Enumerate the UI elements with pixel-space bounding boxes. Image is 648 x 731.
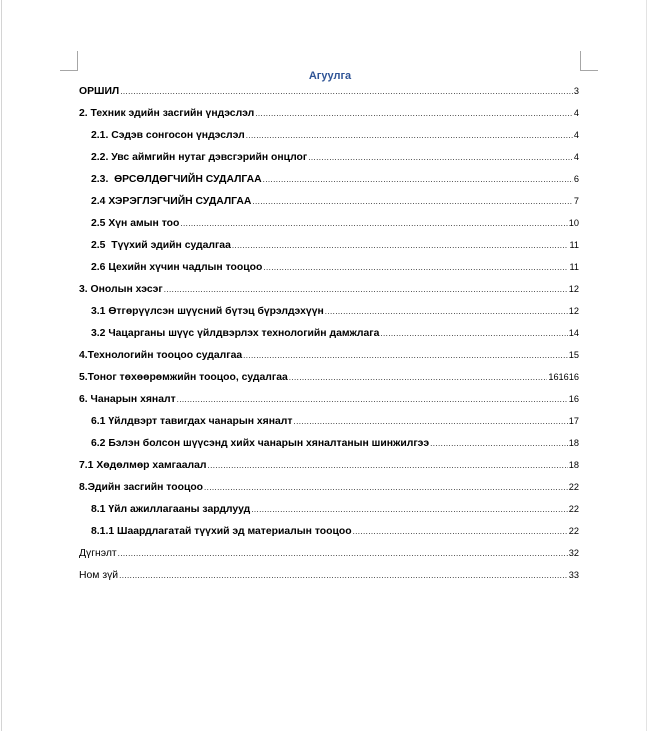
toc-entry-page: 4 [573, 108, 579, 118]
dot-leader [177, 395, 568, 404]
dot-leader [255, 109, 573, 118]
toc-entry-page: 4 [573, 152, 579, 162]
toc-entry-label: 2. Техник эдийн засгийн үндэслэл [79, 108, 255, 119]
toc-entry-section-5[interactable] [79, 372, 579, 388]
dot-leader [251, 505, 567, 514]
toc-entry-label: Дүгнэлт [79, 548, 117, 559]
dot-leader [204, 483, 568, 492]
crop-mark-top-right-vertical [580, 51, 581, 70]
toc-entry-page: 11 [569, 262, 579, 272]
toc-entry-label: 6.2 Бэлэн болсон шүүсэнд хийх чанарын хяналтанын шинжилгээ [91, 438, 430, 449]
toc-entry-label: ОРШИЛ [79, 86, 120, 97]
toc-entry-label: 2.1. Сэдэв сонгосон үндэслэл [91, 130, 245, 141]
toc-entry-section-6[interactable] [79, 394, 579, 410]
dot-leader [243, 351, 568, 360]
dot-leader [120, 87, 573, 96]
toc-entry-page: 22 [568, 482, 579, 492]
toc-entry-page: 18 [568, 438, 579, 448]
toc-entry-section-4[interactable] [79, 350, 579, 366]
toc-entry-section-2-5b[interactable] [91, 240, 579, 256]
toc-entry-label: 6. Чанарын хяналт [79, 394, 176, 405]
toc-entry-page: 14 [568, 328, 579, 338]
dot-leader [119, 571, 568, 580]
toc-entry-section-2[interactable] [79, 108, 579, 124]
toc-entry-page: 161616 [548, 372, 579, 382]
toc-entry-page: 32 [568, 548, 579, 558]
dot-leader [263, 175, 573, 184]
toc-entry-section-8[interactable] [79, 482, 579, 498]
toc-entry-page: 12 [568, 306, 579, 316]
toc-entry-label: 4.Технологийн тооцоо судалгаа [79, 350, 243, 361]
toc-entry-section-2-5[interactable] [91, 218, 579, 234]
toc-entry-label: 7.1 Хөдөлмөр хамгаалал [79, 460, 207, 471]
toc-entry-section-2-1[interactable] [91, 130, 579, 146]
toc-entry-page: 22 [568, 504, 579, 514]
toc-entry-label: Ном зүй [79, 570, 119, 581]
dot-leader [380, 329, 567, 338]
dot-leader [308, 153, 573, 162]
toc-entry-label: 8.1 Үйл ажиллагааны зардлууд [91, 504, 251, 515]
toc-entry-section-3-1[interactable] [91, 306, 579, 322]
toc-entry-label: 3. Онолын хэсэг [79, 284, 163, 295]
toc-entry-section-3[interactable] [79, 284, 579, 300]
toc-entry-section-3-2[interactable] [91, 328, 579, 344]
toc-entry-bibliography[interactable] [79, 570, 579, 586]
toc-entry-label: 2.6 Цехийн хүчин чадлын тооцоо [91, 262, 263, 273]
toc-entry-page: 33 [568, 570, 579, 580]
toc-entry-label: 3.2 Чацарганы шүүс үйлдвэрлэх технологийн дамжлага [91, 328, 380, 339]
toc-entry-page: 22 [568, 526, 579, 536]
toc-entry-section-6-2[interactable] [91, 438, 579, 454]
toc-entry-label: 8.1.1 Шаардлагатай түүхий эд материалын тооцоо [91, 526, 352, 537]
toc-entry-section-2-3[interactable] [91, 174, 579, 190]
toc-entry-section-8-1-1[interactable] [91, 526, 579, 542]
toc-entry-page: 18 [568, 460, 579, 470]
toc-entry-label: 6.1 Үйлдвэрт тавигдах чанарын хяналт [91, 416, 293, 427]
toc-entry-conclusion[interactable] [79, 548, 579, 564]
dot-leader [289, 373, 548, 382]
toc-entry-page: 16 [568, 394, 579, 404]
toc-entry-page: 15 [568, 350, 579, 360]
dot-leader [180, 219, 567, 228]
toc-entry-label: 5.Тоног төхөөрөмжийн тооцоо, судалгаа [79, 372, 288, 383]
dot-leader [118, 549, 568, 558]
page-right-edge [646, 0, 647, 731]
dot-leader [164, 285, 568, 294]
dot-leader [263, 263, 568, 272]
toc-entry-page: 6 [573, 174, 579, 184]
toc-entry-section-7-1[interactable] [79, 460, 579, 476]
toc-entry-page: 10 [568, 218, 579, 228]
toc-entry-section-2-6[interactable] [91, 262, 579, 278]
toc-entry-label: 3.1 Өтгөрүүлсэн шүүсний бүтэц бүрэлдэхүүн [91, 306, 324, 317]
page-left-edge [1, 0, 2, 731]
toc-entry-label: 2.4 ХЭРЭГЛЭГЧИЙН СУДАЛГАА [91, 196, 252, 207]
toc-entry-page: 12 [568, 284, 579, 294]
toc-entry-label: 2.5 Түүхий эдийн судалгаа [91, 240, 231, 251]
toc-entry-section-2-4[interactable] [91, 196, 579, 212]
dot-leader [293, 417, 567, 426]
toc-entry-section-8-1[interactable] [91, 504, 579, 520]
toc-entry-page: 17 [568, 416, 579, 426]
toc-entry-label: 2.3. ӨРСӨЛДӨГЧИЙН СУДАЛГАА [91, 174, 262, 185]
dot-leader [252, 197, 572, 206]
dot-leader [325, 307, 568, 316]
toc-entry-section-2-2[interactable] [91, 152, 579, 168]
toc-entry-page: 3 [573, 86, 579, 96]
toc-entry-page: 7 [573, 196, 579, 206]
toc-entry-section-6-1[interactable] [91, 416, 579, 432]
dot-leader [232, 241, 569, 250]
dot-leader [430, 439, 568, 448]
toc-entry-label: 8.Эдийн засгийн тооцоо [79, 482, 204, 493]
toc-entry-page: 11 [569, 240, 579, 250]
crop-mark-top-left-vertical [77, 51, 78, 70]
toc-entry-page: 4 [573, 130, 579, 140]
dot-leader [208, 461, 568, 470]
toc-entry-label: 2.5 Хүн амын тоо [91, 218, 180, 229]
toc-entry-introduction[interactable] [79, 86, 579, 102]
toc-entry-label: 2.2. Увс аймгийн нутаг дэвсгэрийн онцлог [91, 152, 308, 163]
toc-title: Агуулга [308, 70, 352, 82]
dot-leader [353, 527, 568, 536]
dot-leader [246, 131, 573, 140]
